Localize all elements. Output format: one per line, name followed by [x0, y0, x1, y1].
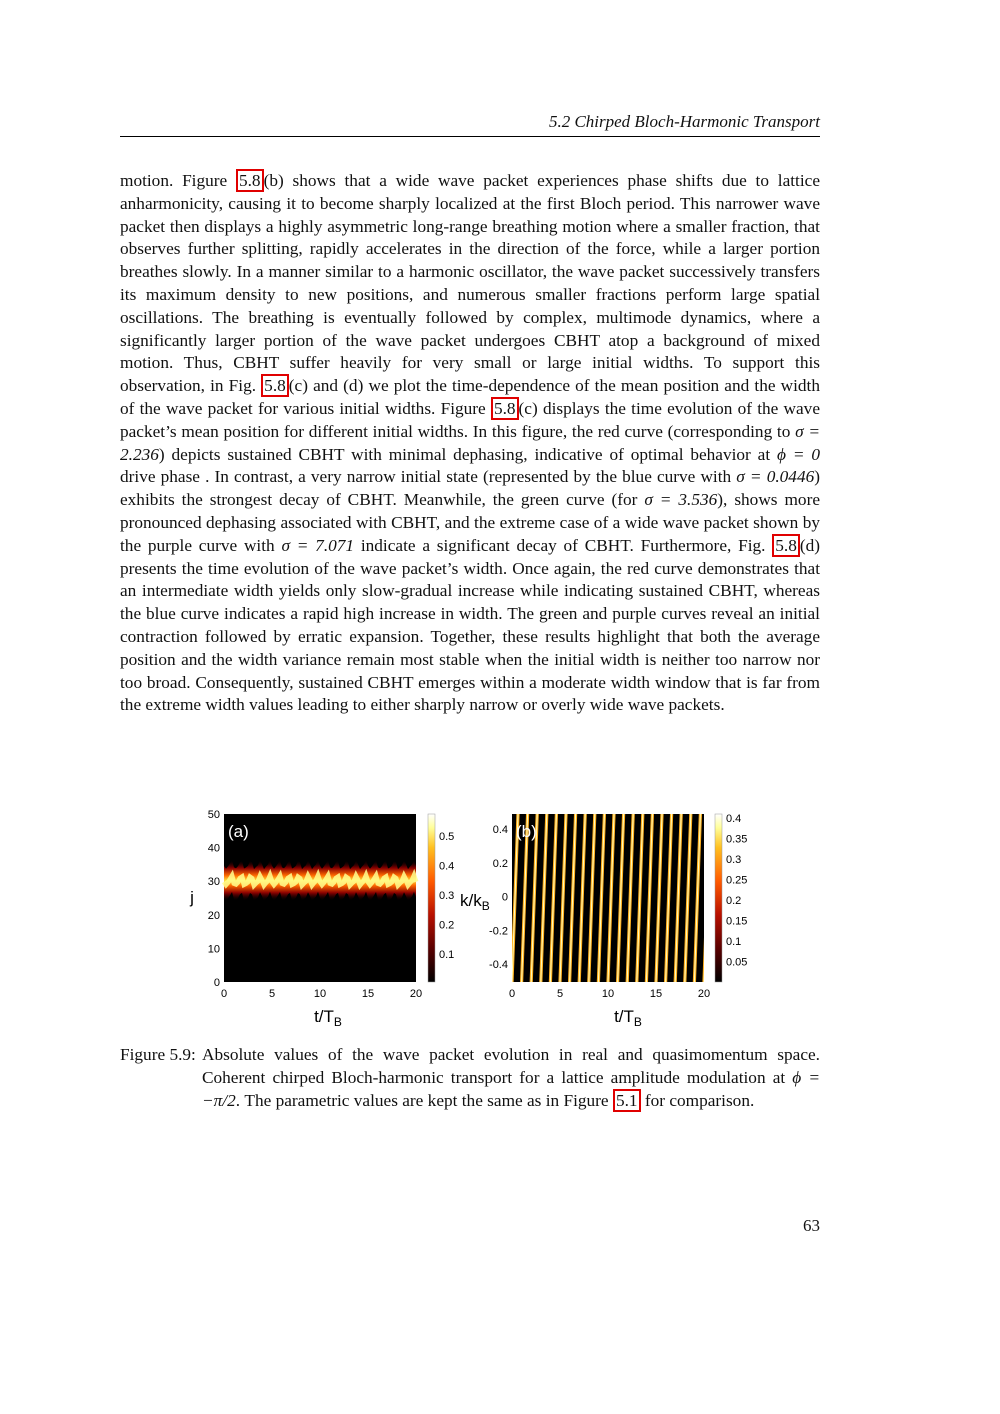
text-run: for comparison. — [640, 1090, 755, 1110]
figure-ref-link[interactable]: 5.8 — [261, 374, 289, 397]
figure-ref-link[interactable]: 5.8 — [772, 534, 800, 557]
math-inline: σ = 3.536 — [644, 490, 718, 510]
xlabel-main: t/T — [314, 1007, 334, 1026]
panel-a-xtick-label: 0 — [220, 988, 228, 1000]
text-run: . The parametric values are kept the same as in Figure — [235, 1090, 613, 1110]
figure-5-9 — [180, 800, 780, 1030]
panel-a-xtick-label: 5 — [268, 988, 276, 1000]
wave-packet-core — [224, 876, 416, 885]
panel-b-label: (b) — [516, 822, 537, 841]
colorbar-b-tick-label: 0.1 — [726, 936, 742, 948]
colorbar-b-tick-label: 0.05 — [726, 956, 748, 969]
panel-b-ytick-label: 0 — [501, 891, 508, 904]
colorbar-a-tick-label: 0.4 — [439, 860, 455, 873]
text-run: (b) shows that a wide wave packet experiences phase shifts due to lattice anharmonicity, causing it to become sharply localized at the first Bloch period. This narrower wave packet then displays a highly asymmetric long-range breathing motion where a smaller fraction, that observes further splitting, rapidly accelerates in the direction of the force, while a larger portion breathes slowly. In a manner similar to a harmonic oscillator, the wave packet successively transfers its maximum density to new positions, and numerous smaller fractions perform large spatial oscillations. The breathing is eventually followed by complex, multimode dynamics, where a significantly larger portion of the wave packet undergoes CBHT atop a background of mixed motion. Thus, CBHT suffer heavily for very small or large initial widths. To support this observation, in Fig. — [120, 171, 820, 396]
colorbar-b-tick-label: 0.3 — [726, 854, 742, 866]
colorbar-b — [715, 814, 722, 982]
math-inline: σ = 7.071 — [281, 535, 355, 555]
page-number: 63 — [803, 1216, 820, 1235]
panel-a-ylabel: j — [190, 888, 194, 907]
math-inline: ϕ = 0 — [777, 444, 820, 464]
panel-a-ytick-label: 50 — [207, 809, 220, 821]
panel-a-ytick-label: 40 — [207, 842, 220, 855]
panel-b-ytick-label: -0.2 — [489, 925, 508, 938]
text-run: ) depicts sustained CBHT with minimal dephasing, indicative of optimal behavior at — [158, 444, 778, 464]
colorbar-b-tick-label: 0.4 — [726, 813, 742, 825]
text-run: Absolute values of the wave packet evolution in real and quasimomentum space. Coherent chirped Bloch-harmonic transport for a lattice amplitude modulation at — [202, 1045, 820, 1087]
panel-b — [460, 813, 747, 1029]
colorbar-a-tick-label: 0.1 — [439, 949, 455, 961]
figure-ref-link[interactable]: 5.8 — [236, 169, 264, 192]
ylabel-main: k/k — [460, 891, 482, 910]
figure-caption — [120, 1044, 820, 1112]
colorbar-a-tick-label: 0.3 — [439, 890, 455, 902]
math-inline: ϕ = −π/2 — [202, 1067, 820, 1110]
bloch-oscillation-line-core — [704, 814, 710, 982]
panel-b-xtick-label: 0 — [508, 988, 516, 1000]
panel-a-label: (a) — [228, 822, 249, 841]
panel-b-ytick-label: 0.4 — [492, 824, 508, 836]
text-run: ) exhibits the strongest decay of CBHT. Meanwhile, the green curve (for — [120, 467, 820, 510]
text-run: (c) displays the time evolution of the wave packet’s mean position for different initial widths. In this figure, the red curve (corresponding to — [120, 398, 820, 441]
panel-a-xtick-label: 20 — [409, 988, 423, 1000]
math-inline: σ = 0.0446 — [736, 467, 815, 487]
colorbar-b-tick-label: 0.15 — [726, 915, 748, 928]
body-paragraph — [120, 170, 820, 717]
panel-b-xtick-label: 5 — [556, 988, 564, 1000]
ylabel-subscript: B — [481, 899, 490, 913]
xlabel-subscript: B — [333, 1015, 342, 1029]
panel-b-ylabel — [460, 891, 490, 913]
colorbar-b-tick-label: 0.2 — [726, 895, 742, 907]
panel-a-xtick-label: 15 — [361, 988, 375, 1000]
running-header — [120, 112, 820, 137]
xlabel-main: t/T — [614, 1007, 634, 1026]
text-run: indicate a significant decay of CBHT. Furthermore, Fig. — [354, 535, 773, 555]
caption-text — [202, 1044, 820, 1112]
text-run: (d) presents the time evolution of the wave packet’s width. Once again, the red curve demonstrates that an intermediate width yields only slow-gradual increase while indicating sustained CBHT, whereas the blue curve indicates a rapid high increase in width. The green and purple curves reveal an initial contraction followed by erratic expansion. Together, these results highlight that both the average position and the width variance remain most stable when the initial width is neither too narrow nor too broad. Consequently, sustained CBHT emerges within a moderate width window that is far from the extreme width values leading to either sharply narrow or overly wide wave packets. — [120, 535, 820, 715]
figure-ref-link[interactable]: 5.8 — [491, 397, 519, 420]
colorbar-b-tick-label: 0.35 — [726, 833, 748, 846]
panel-a-xtick-label: 10 — [313, 988, 327, 1000]
text-run: drive phase . In contrast, a very narrow initial state (represented by the blue curve with — [120, 467, 737, 487]
text-run: motion. Figure — [120, 171, 236, 190]
panel-a-ytick-label: 0 — [213, 977, 220, 989]
colorbar-a — [428, 814, 435, 982]
panel-a-xlabel — [314, 1007, 342, 1029]
panel-a-ytick-label: 30 — [207, 876, 220, 889]
heatmap-a-background — [224, 814, 416, 982]
colorbar-a-tick-label: 0.2 — [439, 919, 455, 932]
xlabel-subscript: B — [633, 1015, 642, 1029]
text-run: ), shows more pronounced dephasing associated with CBHT, and the extreme case of a wide wave packet shown by the purple curve with — [120, 490, 820, 555]
panel-b-ytick-label: -0.4 — [489, 959, 508, 972]
running-title: 5.2 Chirped Bloch-Harmonic Transport — [548, 112, 820, 131]
bloch-oscillation-line — [704, 814, 710, 982]
panel-b-xlabel — [614, 1007, 642, 1029]
heatmap-a-band — [224, 860, 416, 901]
math-inline: σ = 2.236 — [120, 421, 820, 464]
panel-b-xtick-label: 20 — [697, 988, 711, 1000]
panel-a — [189, 809, 454, 1029]
panel-a-ytick-label: 20 — [207, 909, 220, 922]
colorbar-a-tick-label: 0.5 — [439, 831, 455, 843]
colorbar-b-tick-label: 0.25 — [726, 874, 748, 887]
panel-b-xtick-label: 10 — [601, 988, 615, 1000]
panel-a-ytick-label: 10 — [207, 943, 220, 956]
panel-b-xtick-label: 15 — [649, 988, 663, 1000]
caption-label: Figure 5.9: — [120, 1045, 196, 1064]
panel-b-ytick-label: 0.2 — [492, 857, 508, 870]
figure-ref-link[interactable]: 5.1 — [613, 1089, 641, 1112]
text-run: (c) and (d) we plot the time-dependence of the mean position and the width of the wave packet for various initial widths. Figure — [120, 376, 820, 418]
